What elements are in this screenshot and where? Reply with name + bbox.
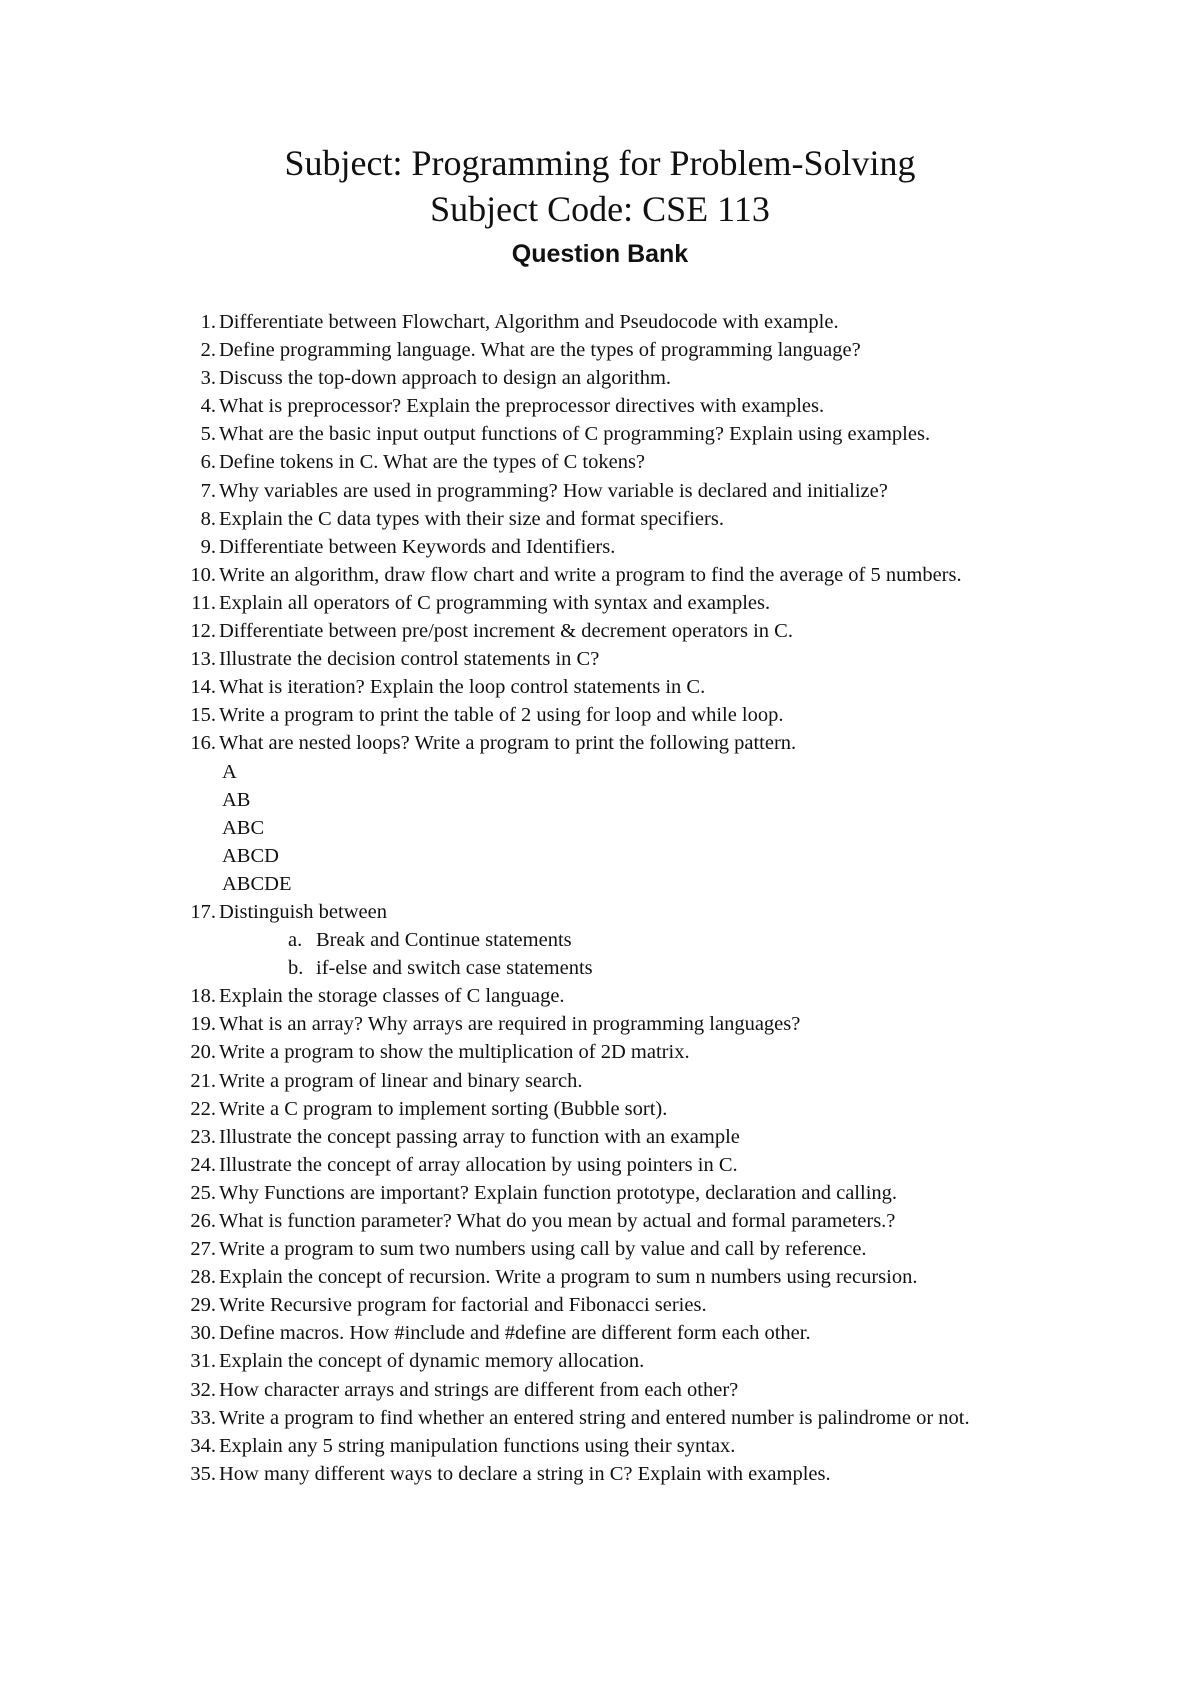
question-number: 29. — [190, 1294, 216, 1317]
question-item — [170, 1010, 1070, 1038]
pattern-line: ABCD — [222, 844, 279, 867]
question-number: 1. — [200, 311, 216, 333]
question-item — [170, 336, 1070, 364]
sub-question-text: if-else and switch case statements — [316, 957, 593, 980]
question-item — [170, 1179, 1070, 1207]
question-text: Discuss the top-down approach to design an algorithm. — [219, 367, 672, 390]
question-item — [170, 308, 1070, 336]
question-text: Differentiate between pre/post increment & decrement operators in C. — [219, 620, 793, 643]
question-text: What are the basic input output functions of C programming? Explain using examples. — [219, 423, 931, 446]
question-text: Write a program to show the multiplication of 2D matrix. — [219, 1041, 690, 1064]
pattern-line: ABCDE — [222, 872, 292, 895]
question-number: 11. — [191, 591, 216, 614]
question-item — [170, 1432, 1070, 1460]
question-number: 28. — [190, 1266, 216, 1289]
question-item — [170, 701, 1070, 729]
question-number: 16. — [190, 732, 216, 755]
question-text: Explain the C data types with their size and format specifiers. — [219, 507, 724, 530]
question-text: Distinguish between — [219, 900, 387, 923]
question-text: Why variables are used in programming? How variable is declared and initialize? — [219, 479, 888, 502]
question-item — [170, 1067, 1070, 1095]
question-text: How character arrays and strings are different from each other? — [219, 1378, 739, 1401]
question-number: 24. — [190, 1153, 216, 1176]
question-item — [170, 1095, 1070, 1123]
question-item — [170, 1404, 1070, 1432]
question-text: Explain the storage classes of C language. — [219, 985, 565, 1008]
question-number: 4. — [200, 395, 216, 418]
question-number: 3. — [200, 367, 216, 390]
question-text: Write a program to find whether an entered string and entered number is palindrome or not. — [219, 1406, 970, 1429]
sub-question-item — [288, 926, 1070, 954]
question-text: Define macros. How #include and #define are different form each other. — [219, 1322, 811, 1345]
pattern-block — [219, 758, 1070, 898]
question-text: Write a program to print the table of 2 using for loop and while loop. — [219, 704, 784, 727]
question-item — [170, 1319, 1070, 1347]
question-number: 23. — [190, 1125, 216, 1148]
page-title: Question Bank — [511, 240, 689, 268]
question-text: Explain the concept of recursion. Write a program to sum n numbers using recursion. — [219, 1266, 918, 1289]
question-item — [170, 589, 1070, 617]
question-item — [170, 1123, 1070, 1151]
question-text: Illustrate the concept passing array to function with an example — [219, 1125, 740, 1148]
question-number: 18. — [190, 985, 216, 1008]
question-item — [170, 898, 1070, 982]
question-number: 7. — [200, 479, 216, 502]
sub-question-letter: b. — [288, 957, 304, 980]
question-number: 21. — [190, 1069, 216, 1092]
question-item — [170, 1291, 1070, 1319]
question-text: Write a program to sum two numbers using call by value and call by reference. — [219, 1238, 867, 1261]
question-number: 26. — [190, 1210, 216, 1232]
question-list — [170, 308, 1070, 1488]
question-number: 25. — [190, 1181, 216, 1204]
question-number: 27. — [190, 1238, 216, 1261]
question-number: 34. — [190, 1434, 216, 1457]
question-item — [170, 420, 1070, 448]
pattern-line: ABC — [222, 816, 265, 839]
question-text: Define tokens in C. What are the types of C tokens? — [219, 451, 646, 474]
question-text: Explain all operators of C programming with syntax and examples. — [219, 591, 771, 614]
question-number: 2. — [200, 339, 216, 362]
question-text: What is an array? Why arrays are required in programming languages? — [219, 1013, 801, 1036]
pattern-line: AB — [222, 788, 251, 811]
sub-question-item — [288, 954, 1070, 982]
question-text: What is preprocessor? Explain the preprocessor directives with examples. — [219, 395, 825, 418]
question-number: 12. — [190, 620, 216, 643]
question-number: 6. — [200, 451, 216, 474]
question-item — [170, 448, 1070, 476]
question-item — [170, 1151, 1070, 1179]
question-text: Illustrate the concept of array allocation by using pointers in C. — [219, 1153, 738, 1176]
sub-question-letter: a. — [288, 929, 303, 952]
question-item — [170, 477, 1070, 505]
question-number: 14. — [190, 676, 216, 699]
question-item — [170, 729, 1070, 898]
question-number: 15. — [190, 704, 216, 727]
question-item — [170, 364, 1070, 392]
question-text: Write a C program to implement sorting (Bubble sort). — [219, 1097, 668, 1120]
question-text: Write an algorithm, draw flow chart and write a program to find the average of 5 numbers. — [219, 563, 962, 586]
question-item — [170, 645, 1070, 673]
question-number: 9. — [200, 535, 216, 558]
question-number: 35. — [190, 1462, 216, 1485]
question-text: Illustrate the decision control statements in C? — [219, 648, 600, 671]
question-number: 32. — [190, 1378, 216, 1401]
question-number: 8. — [200, 507, 216, 530]
question-item — [170, 1038, 1070, 1066]
question-item — [170, 392, 1070, 420]
question-text: How many different ways to declare a string in C? Explain with examples. — [219, 1462, 831, 1485]
question-text: Explain any 5 string manipulation functions using their syntax. — [219, 1434, 736, 1457]
sub-question-list — [219, 926, 1070, 982]
question-item — [170, 1207, 1070, 1235]
question-number: 17. — [190, 900, 216, 923]
question-text: Differentiate between Keywords and Identifiers. — [219, 535, 616, 558]
question-text: Why Functions are important? Explain function prototype, declaration and calling. — [219, 1181, 898, 1204]
question-number: 20. — [190, 1041, 216, 1064]
question-text: What are nested loops? Write a program to print the following pattern. — [219, 732, 797, 755]
question-item — [170, 1263, 1070, 1291]
question-number: 30. — [190, 1322, 216, 1345]
question-text: What is function parameter? What do you mean by actual and formal parameters.? — [219, 1210, 896, 1232]
question-number: 10. — [190, 563, 216, 586]
question-number: 31. — [190, 1350, 216, 1373]
question-number: 33. — [190, 1406, 216, 1429]
document-header — [0, 140, 1200, 272]
question-number: 5. — [200, 423, 216, 446]
question-item — [170, 617, 1070, 645]
question-number: 22. — [190, 1097, 216, 1120]
question-text: Write Recursive program for factorial and Fibonacci series. — [219, 1294, 707, 1317]
question-text: Differentiate between Flowchart, Algorithm and Pseudocode with example. — [219, 311, 839, 333]
question-text: Explain the concept of dynamic memory allocation. — [219, 1350, 645, 1373]
question-text: Define programming language. What are the types of programming language? — [219, 339, 861, 362]
pattern-line: A — [222, 760, 237, 783]
question-item — [170, 1347, 1070, 1375]
question-text: Write a program of linear and binary search. — [219, 1069, 583, 1092]
question-item — [170, 982, 1070, 1010]
question-item — [170, 1376, 1070, 1404]
question-item — [170, 1460, 1070, 1488]
subject-title: Subject: Programming for Problem-Solving — [284, 143, 916, 183]
question-item — [170, 673, 1070, 701]
question-item — [170, 561, 1070, 589]
question-number: 13. — [190, 648, 216, 671]
sub-question-text: Break and Continue statements — [316, 929, 572, 952]
subject-code: Subject Code: CSE 113 — [430, 189, 770, 229]
question-number: 19. — [190, 1013, 216, 1036]
question-item — [170, 1235, 1070, 1263]
question-item — [170, 505, 1070, 533]
question-text: What is iteration? Explain the loop control statements in C. — [219, 676, 706, 699]
question-item — [170, 533, 1070, 561]
